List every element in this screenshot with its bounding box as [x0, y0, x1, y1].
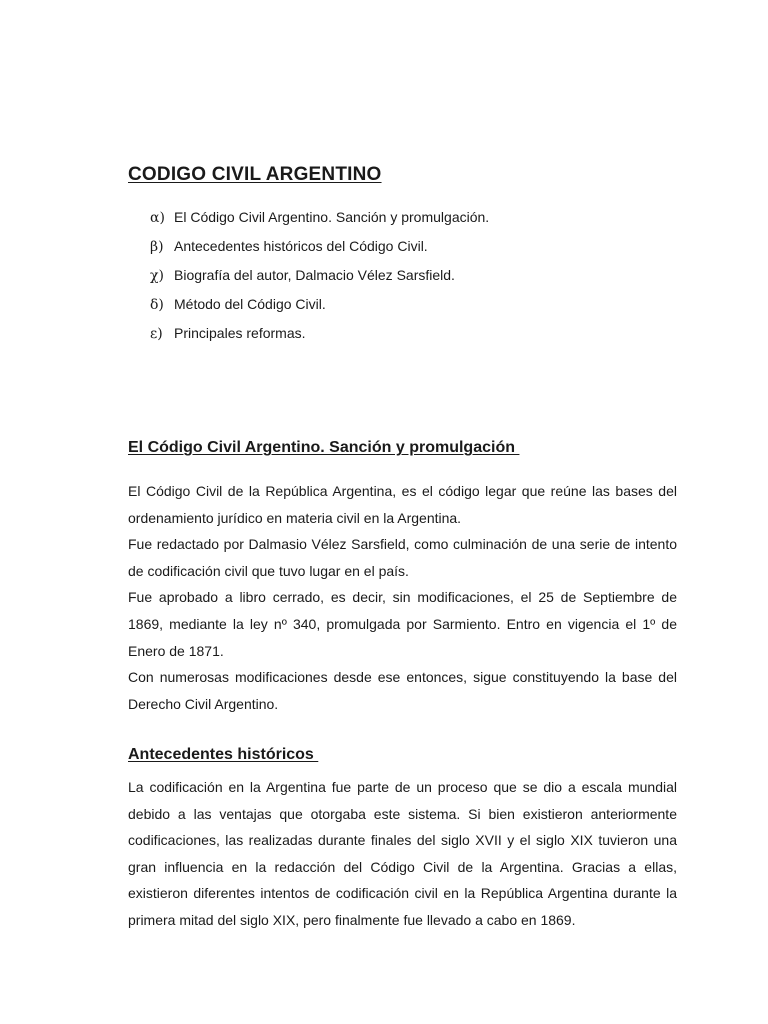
toc-marker: ε) [150, 326, 163, 342]
toc-marker: δ) [150, 297, 164, 313]
section-body-sancion [128, 478, 677, 717]
toc-marker: χ) [150, 268, 164, 284]
toc-marker: β) [150, 239, 164, 255]
toc-item-text: Principales reformas. [174, 325, 306, 341]
toc-item-text: Método del Código Civil. [174, 296, 326, 312]
toc-item-text: El Código Civil Argentino. Sanción y promulgación. [174, 209, 490, 225]
toc-item-text: Antecedentes históricos del Código Civil. [174, 238, 428, 254]
section-heading-antecedentes: Antecedentes históricos [128, 746, 319, 763]
toc-item [150, 207, 489, 236]
toc-item [150, 236, 489, 265]
paragraph: Fue redactado por Dalmasio Vélez Sarsfield, como culminación de una serie de intento de codificación civil que tuvo lugar en el país. [128, 536, 677, 579]
document-title: CODIGO CIVIL ARGENTINO [128, 164, 382, 185]
toc-marker: α) [150, 210, 165, 226]
section-heading-sancion: El Código Civil Argentino. Sanción y promulgación [128, 439, 520, 456]
section-body-antecedentes [128, 774, 677, 934]
toc-item [150, 265, 489, 294]
paragraph: El Código Civil de la República Argentina, es el código legar que reúne las bases del ordenamiento jurídico en materia civil en la Argentina. [128, 483, 677, 526]
toc-item-text: Biografía del autor, Dalmacio Vélez Sarsfield. [174, 267, 455, 283]
paragraph: Fue aprobado a libro cerrado, es decir, sin modificaciones, el 25 de Septiembre de 1869, mediante la ley nº 340, promulgada por Sarmiento. Entro en vigencia el 1º de Enero de 1871. [128, 589, 677, 659]
toc-item [150, 323, 489, 352]
paragraph: La codificación en la Argentina fue parte de un proceso que se dio a escala mundial debido a las ventajas que otorgaba este sistema. Si bien existieron anteriormente codificaciones, las realizadas durante finales del siglo XVII y el siglo XIX tuvieron una gran influencia en la redacción del Código Civil de la Argentina. Gracias a ellas, existieron diferentes intentos de codificación civil en la República Argentina durante la primera mitad del siglo XIX, pero finalmente fue llevado a cabo en 1869. [128, 779, 677, 928]
toc-item [150, 294, 489, 323]
table-of-contents [150, 207, 489, 352]
paragraph: Con numerosas modificaciones desde ese entonces, sigue constituyendo la base del Derecho Civil Argentino. [128, 669, 677, 712]
